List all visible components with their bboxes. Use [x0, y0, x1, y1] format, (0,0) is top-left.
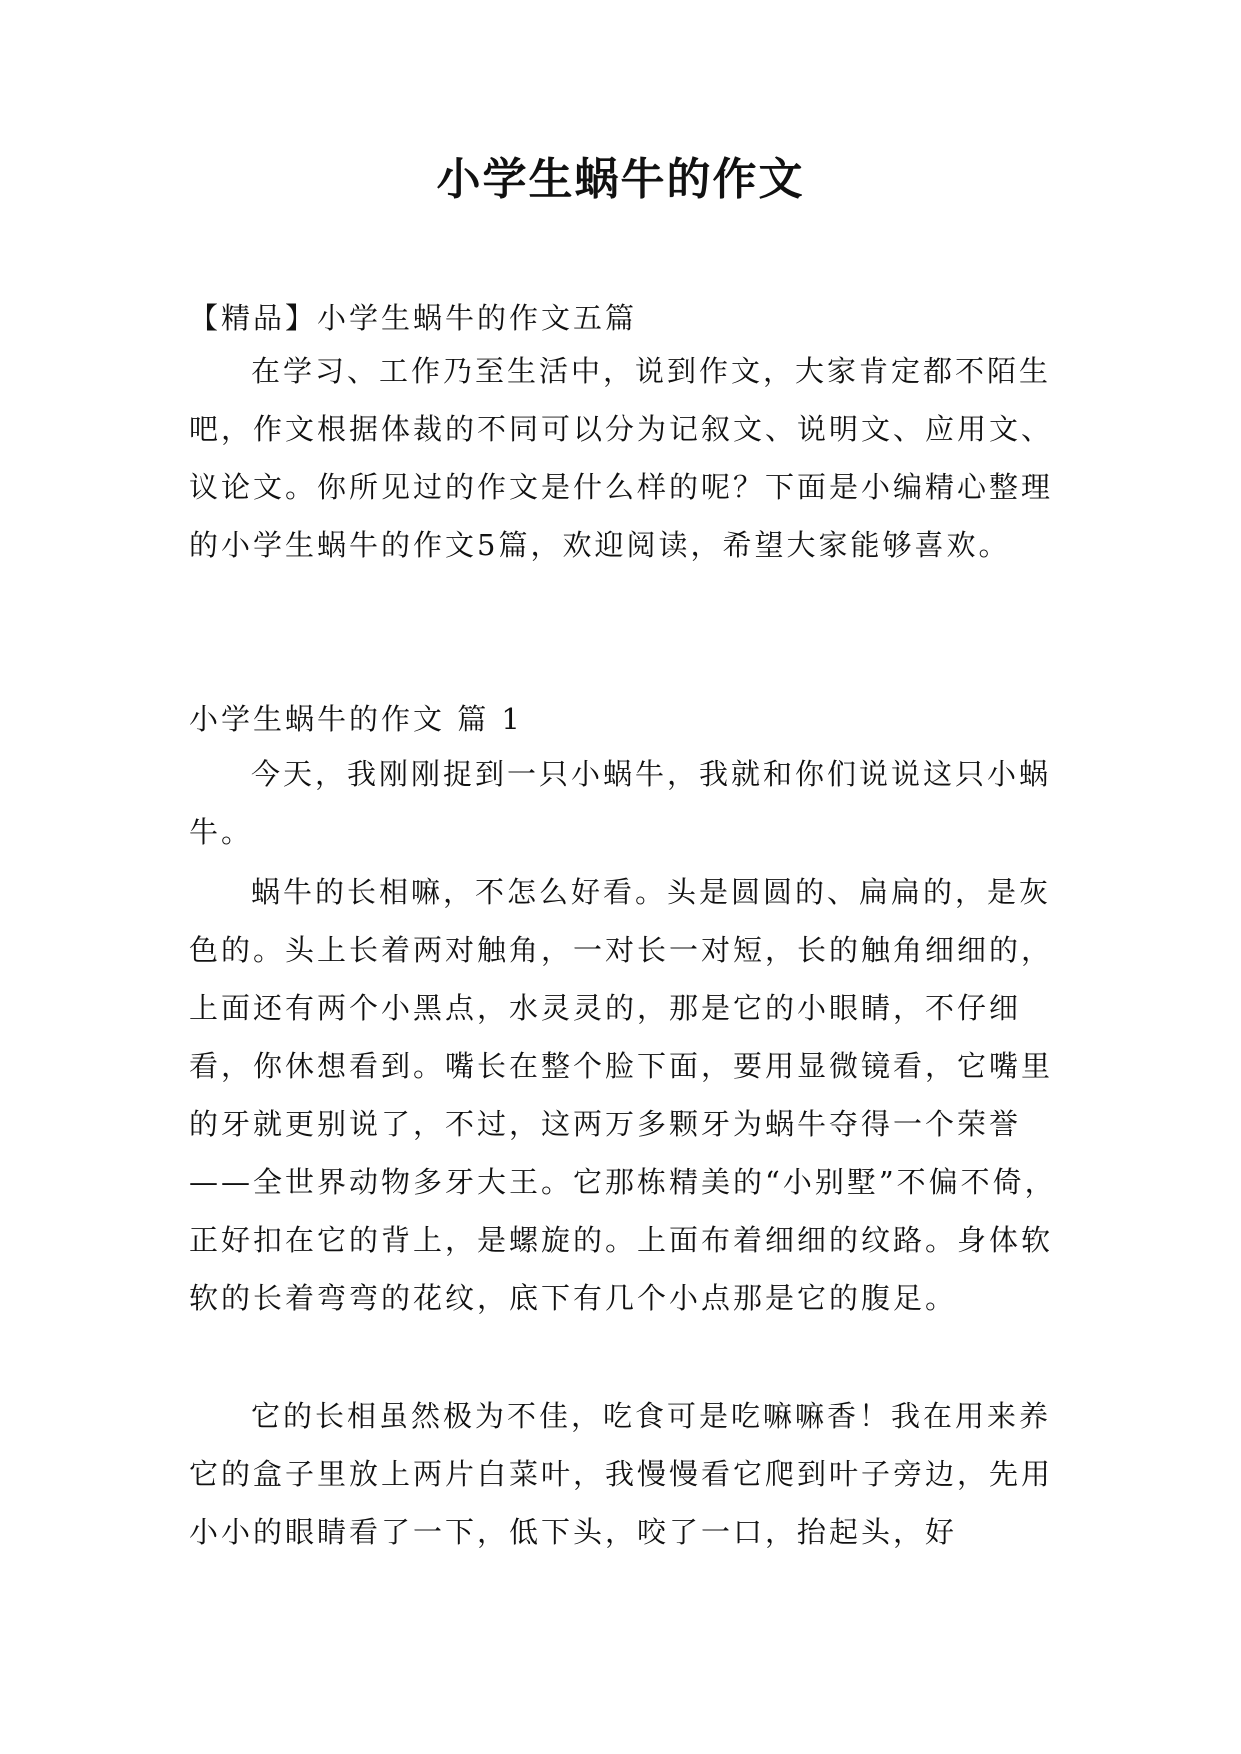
document-subtitle: 【精品】小学生蜗牛的作文五篇 [189, 301, 638, 335]
essay-paragraph-1: 今天，我刚刚捉到一只小蜗牛，我就和你们说说这只小蜗牛。 [189, 757, 1052, 849]
document-title: 小学生蜗牛的作文 [436, 154, 805, 205]
essay-paragraph-3: 它的长相虽然极为不佳，吃食可是吃嘛嘛香！我在用来养它的盒子里放上两片白菜叶，我慢慢看它爬到叶子旁边，先用小小的眼睛看了一下，低下头，咬了一口，抬起头，好 [189, 1399, 1054, 1549]
essay-paragraph-2: 蜗牛的长相嘛，不怎么好看。头是圆圆的、扁扁的，是灰色的。头上长着两对触角，一对长一对短，长的触角细细的，上面还有两个小黑点，水灵灵的，那是它的小眼睛，不仔细看，你休想看到。嘴长在整个脸下面，要用显微镜看，它嘴里的牙就更别说了，不过，这两万多颗牙为蜗牛夺得一个荣誉——全世界动物多牙大王。它那栋精美的“小别墅”不偏不倚，正好扣在它的背上，是螺旋的。上面布着细细的纹路。身体软软的长着弯弯的花纹，底下有几个小点那是它的腹足。 [189, 875, 1057, 1315]
section-heading: 小学生蜗牛的作文 篇 1 [189, 702, 523, 736]
intro-paragraph: 在学习、工作乃至生活中，说到作文，大家肯定都不陌生吧，作文根据体裁的不同可以分为记叙文、说明文、应用文、议论文。你所见过的作文是什么样的呢？下面是小编精心整理的小学生蜗牛的作文5篇，欢迎阅读，希望大家能够喜欢。 [189, 354, 1054, 562]
